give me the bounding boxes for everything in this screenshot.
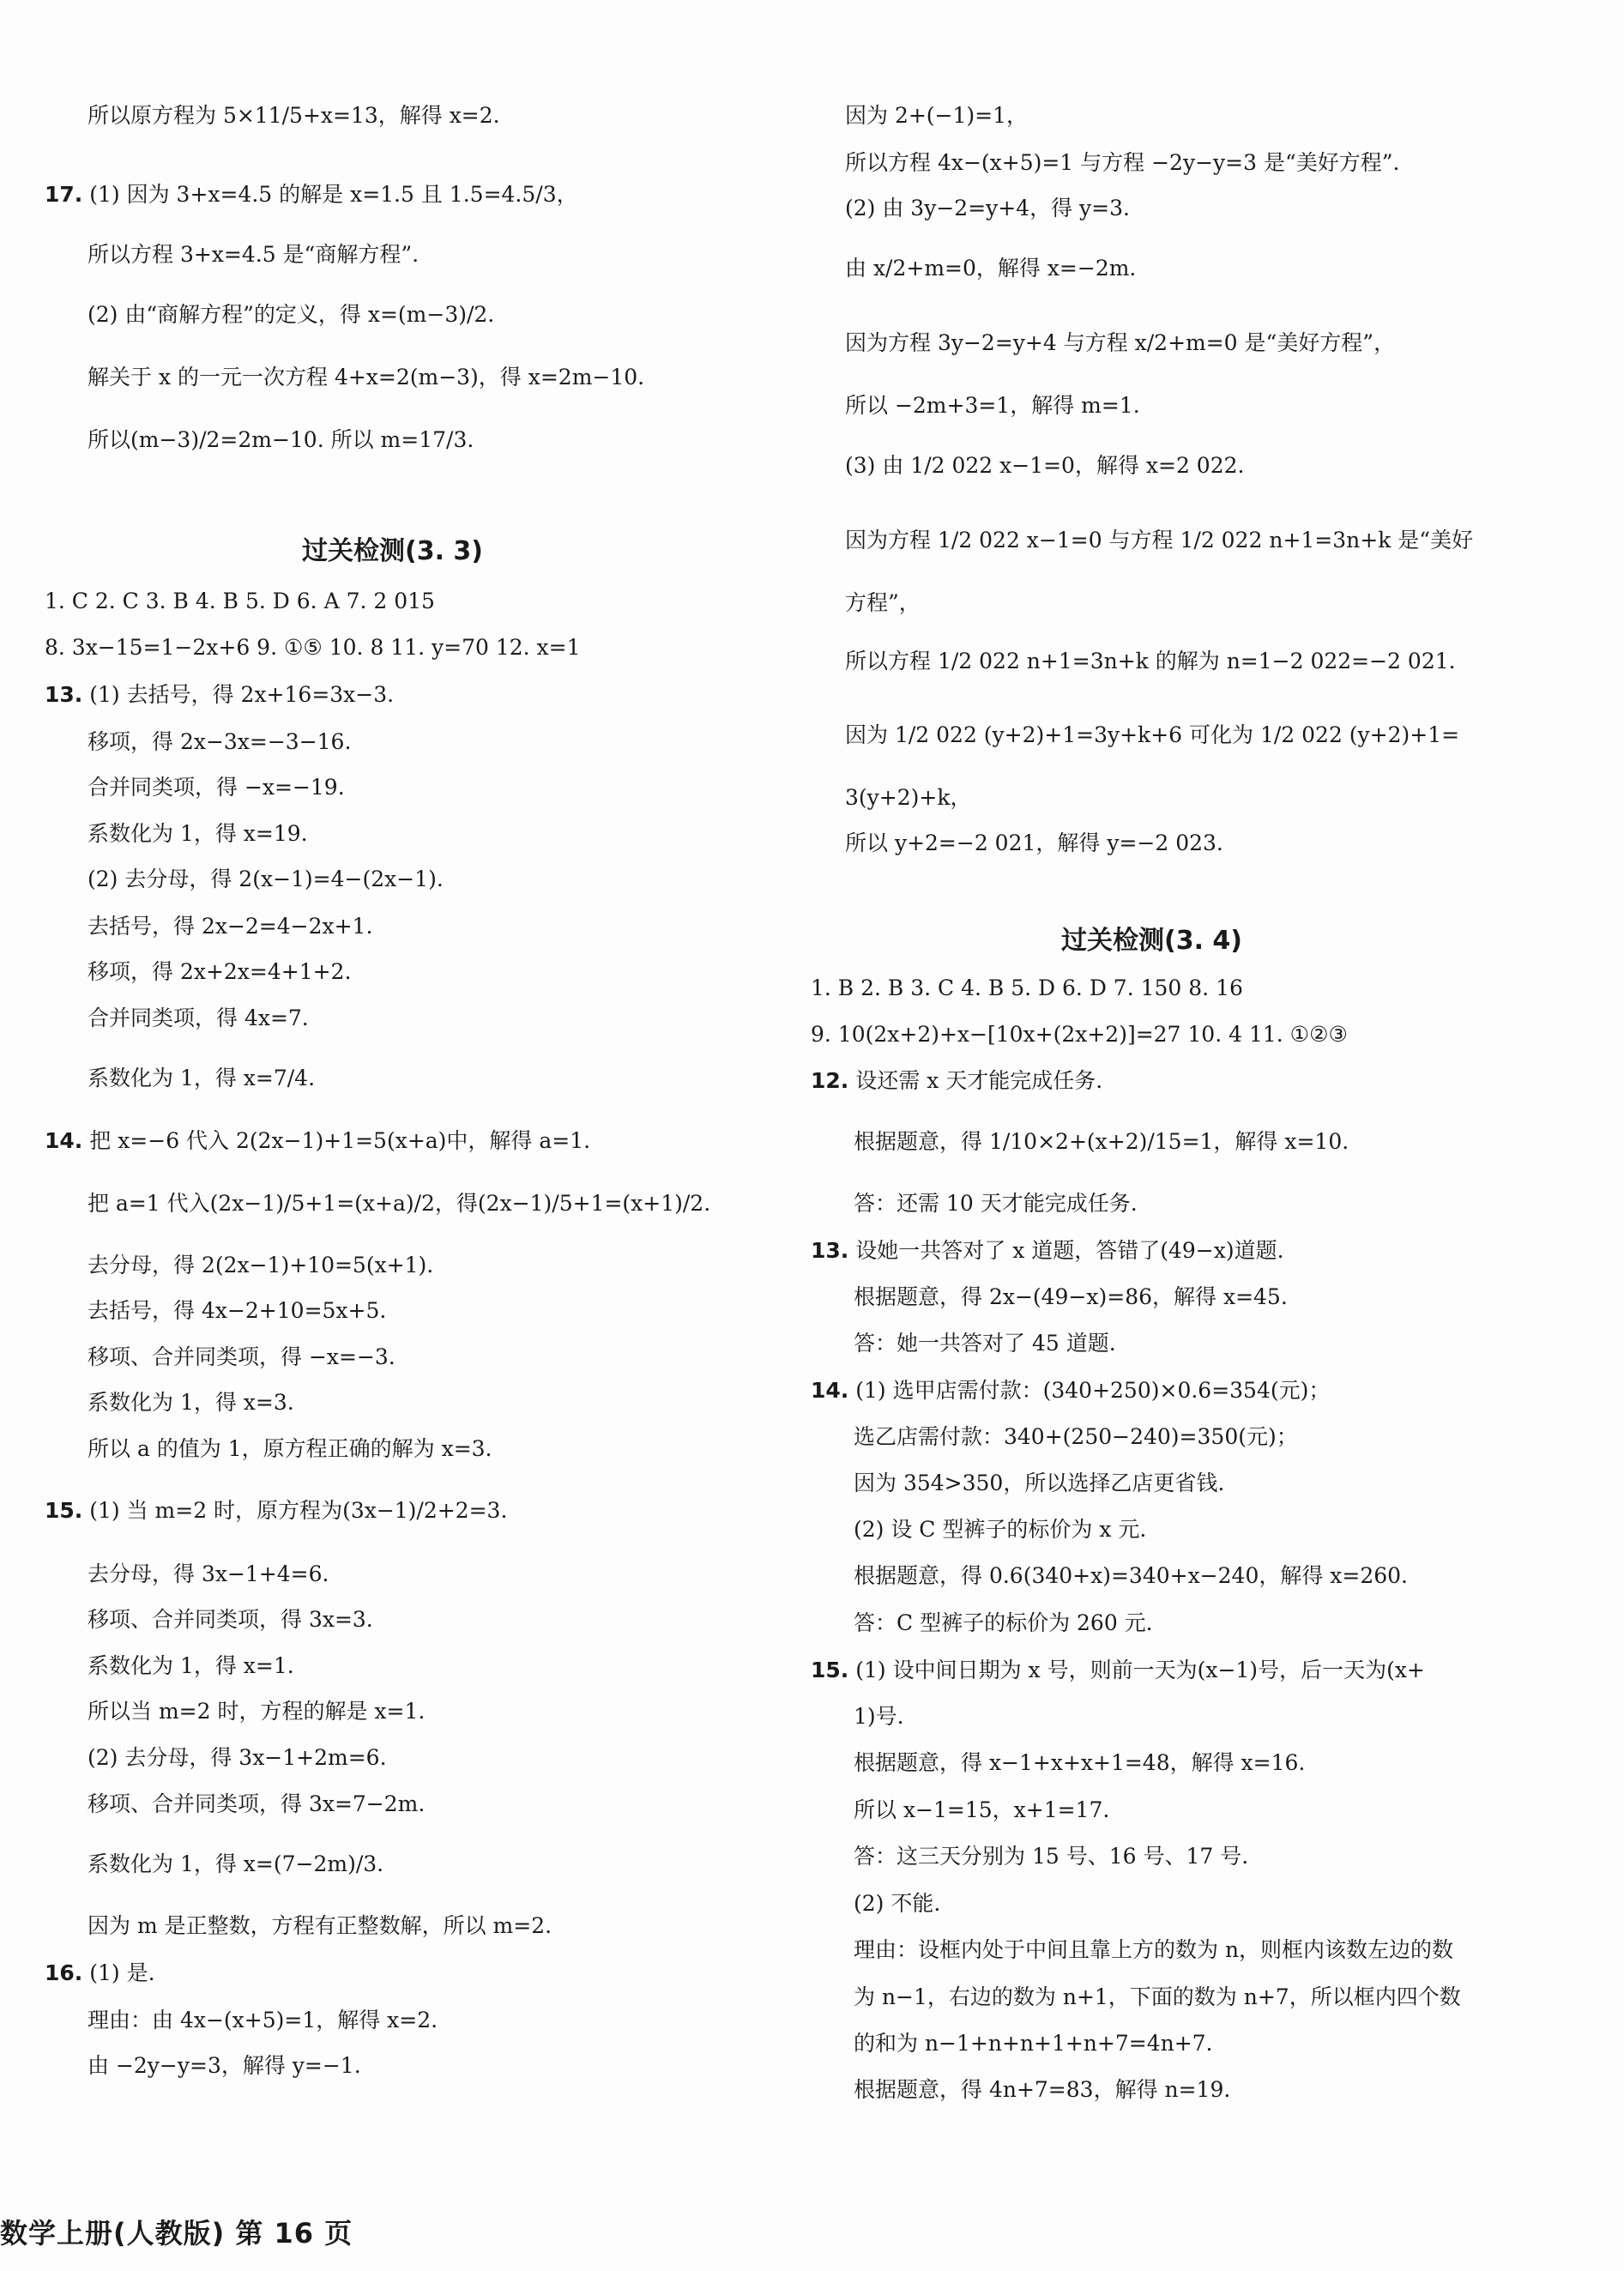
line-text: 根据题意，得 0.6(340+x)=340+x−240，解得 x=260. — [854, 1563, 1409, 1588]
text-line — [88, 240, 419, 269]
text-line — [854, 1329, 1116, 1358]
line-text: 根据题意，得 1/10×2+(x+2)/15=1，解得 x=10. — [854, 1129, 1349, 1154]
line-text: 因为方程 1/2 022 x−1=0 与方程 1/2 022 n+1=3n+k 是“美好 — [845, 528, 1474, 553]
line-text: 因为 354>350，所以选择乙店更省钱. — [854, 1471, 1225, 1495]
line-text: 系数化为 1，得 x=7/4. — [88, 1066, 316, 1090]
problem-number: 12. — [811, 1068, 849, 1093]
line-text: 因为 1/2 022 (y+2)+1=3y+k+6 可化为 1/2 022 (y+2)+1= — [845, 722, 1460, 747]
line-text: 因为 m 是正整数，方程有正整数解，所以 m=2. — [88, 1913, 552, 1938]
text-line — [88, 957, 351, 987]
problem-number: 14. — [811, 1378, 849, 1403]
text-line — [88, 912, 372, 941]
line-text: 方程”， — [845, 590, 921, 615]
line-text: 所以 −2m+3=1，解得 m=1. — [845, 393, 1140, 418]
text-line — [854, 1469, 1224, 1498]
text-line — [88, 1189, 710, 1218]
text-line — [88, 728, 351, 757]
line-text: 所以方程 3+x=4.5 是“商解方程”. — [88, 242, 420, 267]
text-line — [88, 1434, 492, 1464]
text-line — [854, 1127, 1349, 1157]
text-line — [88, 2006, 438, 2035]
text-line — [854, 1189, 1138, 1218]
line-text: 答：她一共答对了 45 道题. — [854, 1331, 1116, 1356]
text-line — [811, 974, 1243, 1003]
text-line — [88, 1064, 315, 1093]
line-text: (1) 设中间日期为 x 号，则前一天为(x−1)号，后一天为(x+ — [855, 1658, 1425, 1682]
text-line — [854, 1283, 1288, 1312]
line-text: 移项、合并同类项，得 −x=−3. — [88, 1344, 395, 1369]
line-text: 由 −2y−y=3，解得 y=−1. — [88, 2053, 361, 2078]
text-line — [88, 1850, 383, 1879]
text-line — [845, 254, 1136, 283]
text-line — [845, 589, 921, 618]
line-text: 所以原方程为 5×11/5+x=13，解得 x=2. — [88, 103, 500, 128]
line-text: 所以方程 1/2 022 n+1=3n+k 的解为 n=1−2 022=−2 021. — [845, 649, 1456, 673]
text-line — [88, 1560, 329, 1589]
text-line — [854, 1936, 1453, 1965]
line-text: 的和为 n−1+n+n+1+n+7=4n+7. — [854, 2031, 1213, 2056]
problem-number: 13. — [45, 682, 83, 707]
line-text: 过关检测(3. 3) — [302, 536, 484, 566]
section-heading — [302, 537, 483, 566]
line-text: (2) 由 3y−2=y+4，得 y=3. — [845, 196, 1130, 220]
line-text: 去分母，得 3x−1+4=6. — [88, 1561, 329, 1586]
line-text: (2) 去分母，得 3x−1+2m=6. — [88, 1745, 387, 1770]
text-line — [811, 1020, 1348, 1049]
line-text: 根据题意，得 2x−(49−x)=86，解得 x=45. — [854, 1284, 1288, 1309]
text-line — [854, 1889, 940, 1918]
text-line — [88, 1296, 386, 1326]
text-line — [845, 391, 1140, 420]
line-text: 系数化为 1，得 x=3. — [88, 1390, 294, 1415]
text-line — [88, 2051, 361, 2081]
line-text: 答：这三天分别为 15 号、16 号、17 号. — [854, 1844, 1249, 1869]
line-text: 所以(m−3)/2=2m−10. 所以 m=17/3. — [88, 427, 474, 452]
line-text: (2) 设 C 型裤子的标价为 x 元. — [854, 1517, 1147, 1542]
text-line — [845, 101, 1028, 130]
page-footer: 数学上册(人教版) 第 16 页 — [0, 2217, 353, 2250]
line-text: 因为 2+(−1)=1， — [845, 103, 1029, 128]
text-line — [845, 829, 1223, 858]
line-text: 由 x/2+m=0，解得 x=−2m. — [845, 256, 1137, 281]
line-text: 系数化为 1，得 x=1. — [88, 1653, 294, 1678]
line-text: 答：C 型裤子的标价为 260 元. — [854, 1610, 1153, 1635]
problem-number: 13. — [811, 1238, 849, 1263]
text-line — [88, 300, 494, 329]
text-line — [45, 587, 435, 616]
text-line — [88, 426, 474, 455]
line-text: (2) 不能. — [854, 1891, 941, 1916]
line-text: 理由：设框内处于中间且靠上方的数为 n，则框内该数左边的数 — [854, 1937, 1454, 1962]
problem-line — [811, 1656, 1425, 1685]
line-text: 根据题意，得 x−1+x+x+1=48，解得 x=16. — [854, 1750, 1306, 1775]
text-line — [88, 1343, 395, 1372]
line-text: 根据题意，得 4n+7=83，解得 n=19. — [854, 2077, 1231, 2102]
text-line — [854, 1842, 1248, 1871]
text-line — [854, 1749, 1305, 1778]
line-text: (1) 是. — [89, 1960, 155, 1985]
line-text: (2) 去分母，得 2(x−1)=4−(2x−1). — [88, 867, 444, 891]
line-text: 所以 y+2=−2 021，解得 y=−2 023. — [845, 830, 1223, 855]
text-line — [845, 783, 972, 812]
line-text: 9. 10(2x+2)+x−[10x+(2x+2)]=27 10. 4 11. ①②③ — [811, 1022, 1348, 1047]
line-text: 8. 3x−15=1−2x+6 9. ①⑤ 10. 8 11. y=70 12. x=1 — [45, 635, 581, 660]
line-text: 设她一共答对了 x 道题，答错了(49−x)道题. — [855, 1238, 1284, 1263]
text-line — [88, 363, 644, 392]
problem-line — [45, 1959, 155, 1988]
problem-line — [45, 1496, 507, 1525]
text-line — [88, 1912, 552, 1941]
problem-number: 15. — [45, 1498, 83, 1523]
line-text: 所以 x−1=15，x+1=17. — [854, 1797, 1110, 1822]
text-line — [88, 1251, 433, 1280]
line-text: 答：还需 10 天才能完成任务. — [854, 1191, 1138, 1216]
problem-line — [45, 1126, 590, 1156]
text-line — [88, 865, 444, 894]
line-text: 移项，得 2x−3x=−3−16. — [88, 729, 352, 754]
text-line — [88, 101, 500, 130]
text-line — [845, 329, 1395, 358]
line-text: 系数化为 1，得 x=(7−2m)/3. — [88, 1851, 384, 1876]
problem-number: 14. — [45, 1128, 83, 1153]
text-line — [88, 1605, 373, 1634]
line-text: 为 n−1，右边的数为 n+1，下面的数为 n+7，所以框内四个数 — [854, 1984, 1461, 2009]
line-text: 移项，得 2x+2x=4+1+2. — [88, 959, 352, 984]
line-text: 设还需 x 天才能完成任务. — [855, 1068, 1103, 1093]
line-text: 系数化为 1，得 x=19. — [88, 821, 308, 846]
line-text: 解关于 x 的一元一次方程 4+x=2(m−3)，得 x=2m−10. — [88, 365, 645, 390]
line-text: 移项、合并同类项，得 3x=7−2m. — [88, 1791, 426, 1816]
text-line — [45, 633, 581, 662]
line-text: (2) 由“商解方程”的定义，得 x=(m−3)/2. — [88, 302, 495, 327]
section-heading — [1061, 927, 1242, 956]
text-line — [854, 2075, 1230, 2105]
line-text: 所以方程 4x−(x+5)=1 与方程 −2y−y=3 是“美好方程”. — [845, 150, 1400, 175]
line-text: 移项、合并同类项，得 3x=3. — [88, 1607, 373, 1632]
text-line — [88, 1743, 387, 1773]
text-line — [854, 1609, 1153, 1638]
text-line — [854, 1702, 904, 1731]
problem-line — [811, 1236, 1284, 1265]
line-text: 把 x=−6 代入 2(2x−1)+1=5(x+a)中，解得 a=1. — [89, 1128, 591, 1153]
line-text: 1. B 2. B 3. C 4. B 5. D 6. D 7. 150 8. 16 — [811, 975, 1243, 1000]
text-line — [845, 451, 1244, 480]
line-text: 去括号，得 4x−2+10=5x+5. — [88, 1298, 387, 1323]
text-line — [88, 773, 345, 802]
line-text: (1) 因为 3+x=4.5 的解是 x=1.5 且 1.5=4.5/3， — [89, 182, 578, 207]
text-line — [845, 148, 1399, 178]
problem-number: 16. — [45, 1960, 83, 1985]
line-text: (1) 当 m=2 时，原方程为(3x−1)/2+2=3. — [89, 1498, 508, 1523]
text-line — [88, 819, 308, 849]
line-text: 1)号. — [854, 1704, 904, 1729]
text-line — [845, 721, 1459, 750]
text-line — [845, 194, 1130, 223]
line-text: 所以 a 的值为 1，原方程正确的解为 x=3. — [88, 1436, 492, 1461]
line-text: (1) 选甲店需付款：(340+250)×0.6=354(元)； — [855, 1378, 1331, 1403]
text-line — [854, 1515, 1146, 1544]
line-text: (3) 由 1/2 022 x−1=0，解得 x=2 022. — [845, 453, 1245, 478]
text-line — [88, 1790, 425, 1819]
text-line — [88, 1388, 294, 1417]
problem-line — [45, 180, 578, 209]
line-text: 理由：由 4x−(x+5)=1，解得 x=2. — [88, 2008, 438, 2032]
problem-line — [811, 1376, 1330, 1405]
text-line — [845, 526, 1473, 555]
line-text: 合并同类项，得 −x=−19. — [88, 775, 345, 800]
line-text: 因为方程 3y−2=y+4 与方程 x/2+m=0 是“美好方程”， — [845, 330, 1396, 355]
problem-line — [45, 680, 394, 710]
line-text: 去分母，得 2(2x−1)+10=5(x+1). — [88, 1253, 434, 1277]
line-text: 把 a=1 代入(2x−1)/5+1=(x+a)/2，得(2x−1)/5+1=(x+1)/2. — [88, 1191, 711, 1216]
line-text: 1. C 2. C 3. B 4. B 5. D 6. A 7. 2 015 — [45, 589, 435, 613]
line-text: 去括号，得 2x−2=4−2x+1. — [88, 914, 373, 939]
text-line — [854, 1796, 1109, 1825]
text-line — [854, 1983, 1461, 2012]
problem-number: 17. — [45, 182, 83, 207]
text-line — [854, 1561, 1408, 1591]
text-line — [88, 1004, 309, 1033]
line-text: (1) 去括号，得 2x+16=3x−3. — [89, 682, 395, 707]
text-line — [854, 1422, 1298, 1452]
problem-number: 15. — [811, 1658, 849, 1682]
text-line — [88, 1652, 294, 1681]
text-line — [854, 2029, 1213, 2058]
line-text: 合并同类项，得 4x=7. — [88, 1006, 309, 1030]
line-text: 过关检测(3. 4) — [1061, 926, 1243, 956]
line-text: 选乙店需付款：340+(250−240)=350(元)； — [854, 1424, 1298, 1449]
line-text: 3(y+2)+k， — [845, 785, 972, 810]
line-text: 所以当 m=2 时，方程的解是 x=1. — [88, 1699, 426, 1724]
text-line — [845, 647, 1456, 676]
problem-line — [811, 1066, 1102, 1096]
text-line — [88, 1697, 425, 1726]
